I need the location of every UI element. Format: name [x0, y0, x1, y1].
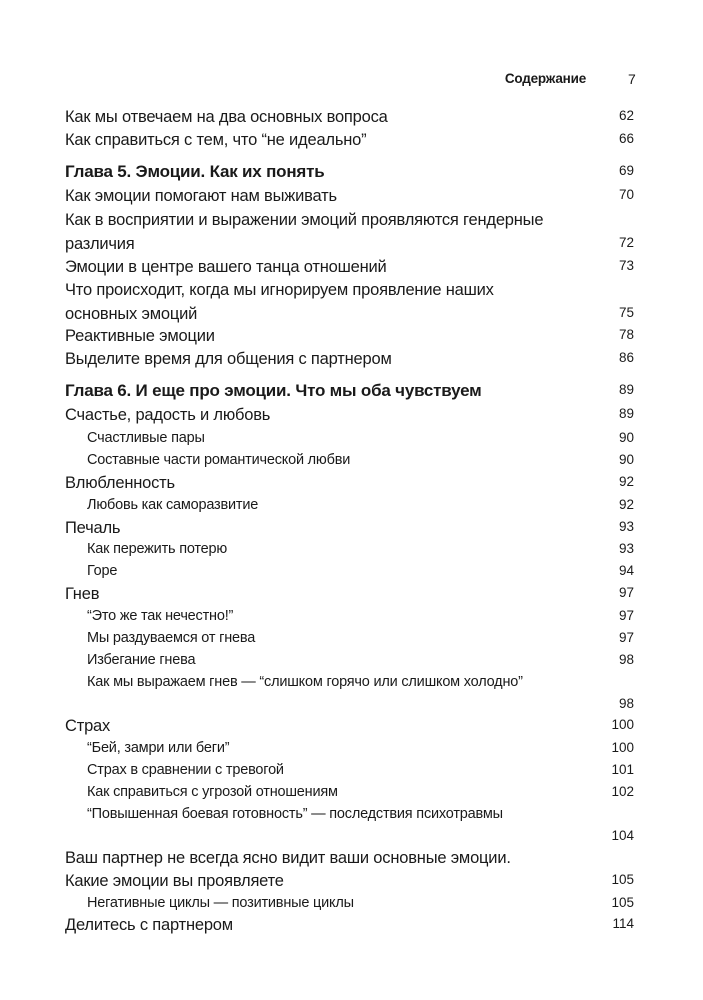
- toc-page-number: 73: [618, 258, 634, 273]
- toc-page-number: 72: [618, 235, 634, 250]
- toc-entry-title: Глава 5. Эмоции. Как их понять: [65, 162, 325, 181]
- toc-subentry: [0, 449, 703, 471]
- toc-entry-title: Негативные циклы — позитивные циклы: [87, 895, 354, 911]
- toc-entry-title: Страх в сравнении с тревогой: [87, 762, 284, 778]
- toc-subentry: [0, 427, 703, 449]
- toc-subentry: [0, 605, 703, 627]
- toc-entry: [0, 582, 703, 606]
- toc-page-number: 92: [618, 497, 634, 512]
- toc-entry-title: Делитесь с партнером: [65, 916, 233, 934]
- toc-chapter-heading: [0, 160, 703, 184]
- toc-entry-title: Гнев: [65, 585, 100, 603]
- toc-entry-title: Выделите время для общения с партнером: [65, 350, 392, 368]
- toc-page-number: 104: [611, 828, 634, 843]
- toc-entry: [0, 208, 703, 256]
- toc-entry-title: Глава 6. И еще про эмоции. Что мы оба чувствуем: [65, 381, 482, 400]
- toc-subentry: [0, 759, 703, 781]
- toc-entry: [0, 347, 703, 371]
- toc-entry: [0, 869, 703, 893]
- toc-entry-title: Эмоции в центре вашего танца отношений: [65, 258, 387, 276]
- toc-entry-title: Как эмоции помогают нам выживать: [65, 187, 337, 205]
- toc-subentry: [0, 627, 703, 649]
- toc-page-number: 90: [618, 452, 634, 467]
- toc-page-number: 93: [618, 541, 634, 556]
- toc-entry-title: Горе: [87, 563, 118, 579]
- toc-entry: [0, 913, 703, 937]
- toc-page-number: 114: [612, 916, 634, 931]
- header-page-number: 7: [628, 71, 636, 87]
- toc-subentry: [0, 560, 703, 582]
- toc-page-number: 75: [618, 305, 634, 320]
- toc-entry: [0, 324, 703, 348]
- toc-subentry: [0, 781, 703, 803]
- toc-entry-title: “Это же так нечестно!”: [87, 608, 234, 624]
- toc-page-number: 101: [611, 762, 634, 777]
- toc-entry-title: Что происходит, когда мы игнорируем проявление наших основных эмоций: [65, 281, 494, 323]
- toc-entry-title: Влюбленность: [65, 474, 175, 492]
- toc-entry-title: “Повышенная боевая готовность” — последствия психотравмы: [87, 806, 503, 822]
- toc-entry: [0, 714, 703, 738]
- toc-page-number: 105: [611, 872, 634, 887]
- toc-page-number: 92: [618, 474, 634, 489]
- toc-page-number: 89: [618, 406, 634, 421]
- toc-page-number: 70: [618, 187, 634, 202]
- toc-subentry: [0, 892, 703, 914]
- toc-subentry: [0, 538, 703, 560]
- toc-page-number: 66: [618, 131, 634, 146]
- toc-entry-title: Любовь как саморазвитие: [87, 497, 259, 513]
- toc-entry-title: Страх: [65, 717, 111, 735]
- toc-page-number: 89: [618, 382, 634, 397]
- toc-entry-title: Какие эмоции вы проявляете: [65, 872, 284, 890]
- toc-page-number: 102: [611, 784, 634, 799]
- toc-entry-title: Избегание гнева: [87, 652, 196, 668]
- toc-page-number: 97: [618, 585, 634, 600]
- toc-entry: [0, 471, 703, 495]
- toc-entry-title: Печаль: [65, 519, 121, 537]
- toc-page-number: 78: [618, 327, 634, 342]
- toc-page-number: 100: [611, 717, 634, 732]
- toc-page-number: 62: [618, 108, 634, 123]
- toc-entry: [0, 105, 703, 129]
- toc-entry-title: Мы раздуваемся от гнева: [87, 630, 256, 646]
- toc-entry-title: Счастливые пары: [87, 430, 205, 446]
- toc-entry: [0, 184, 703, 208]
- toc-page-number: 69: [618, 163, 634, 178]
- toc-page-number: 93: [618, 519, 634, 534]
- toc-page-number: 105: [611, 895, 634, 910]
- toc-entry-title: “Бей, замри или беги”: [87, 740, 230, 756]
- toc-entry-title: Как пережить потерю: [87, 541, 228, 557]
- running-header: [0, 71, 703, 91]
- toc-entry-title: Счастье, радость и любовь: [65, 406, 271, 424]
- toc-entry-title: Как мы выражаем гнев — “слишком горячо или слишком холодно”: [87, 674, 523, 690]
- toc-entry-title: Реактивные эмоции: [65, 327, 215, 345]
- toc-page-number: 98: [618, 652, 634, 667]
- toc-entry-title: Составные части романтической любви: [87, 452, 351, 468]
- toc-entry-title: Как в восприятии и выражении эмоций проявляются гендерные различия: [65, 211, 544, 253]
- toc-subentry: [0, 737, 703, 759]
- toc-subentry: [0, 803, 703, 847]
- toc-entry-title: Как мы отвечаем на два основных вопроса: [65, 108, 388, 126]
- toc-chapter-heading: [0, 379, 703, 403]
- toc-entry: [0, 846, 703, 870]
- toc-page-number: 90: [618, 430, 634, 445]
- toc-entry: [0, 516, 703, 540]
- toc-entry: [0, 255, 703, 279]
- toc-entry: [0, 128, 703, 152]
- toc-entry-title: Как справиться с угрозой отношениям: [87, 784, 338, 800]
- toc-entry-title: Как справиться с тем, что “не идеально”: [65, 131, 367, 149]
- toc-page-number: 86: [618, 350, 634, 365]
- toc-page-number: 97: [618, 630, 634, 645]
- header-title: Содержание: [504, 71, 586, 86]
- toc-subentry: [0, 649, 703, 671]
- toc-page-number: 98: [618, 696, 634, 711]
- toc-subentry: [0, 494, 703, 516]
- toc-page-number: 97: [618, 608, 634, 623]
- toc-page-number: 100: [611, 740, 634, 755]
- toc-page-number: 94: [618, 563, 634, 578]
- toc-entry-title: Ваш партнер не всегда ясно видит ваши основные эмоции.: [65, 849, 511, 867]
- toc-entry: [0, 403, 703, 427]
- toc-entry: [0, 278, 703, 326]
- toc-subentry: [0, 671, 703, 715]
